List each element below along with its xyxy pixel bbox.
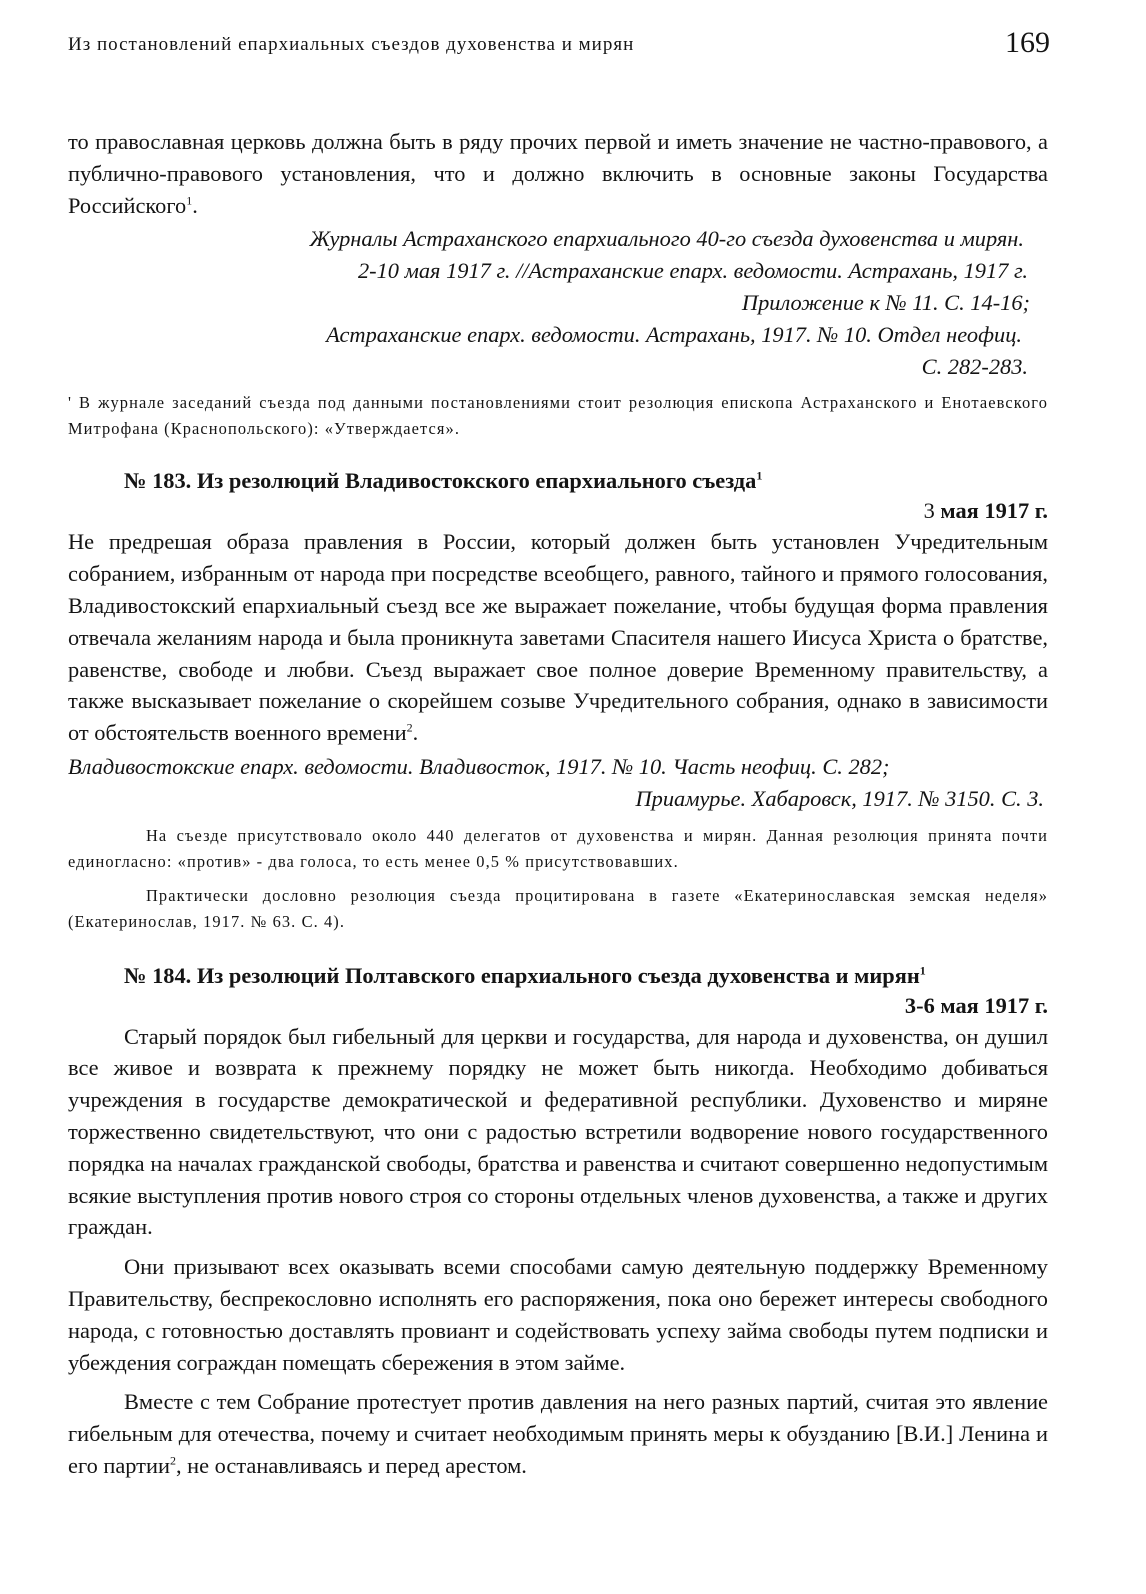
doc-184-date: 3-6 мая 1917 г. <box>904 992 1048 1018</box>
footnote-mark: 1 <box>186 193 193 208</box>
doc-183-title-text: № 183. Из резолюций Владивостокского епархиального съезда <box>124 468 757 494</box>
intro-paragraph <box>68 126 1048 221</box>
source-line: Приамурье. Хабаровск, 1917. № 3150. С. 3. <box>635 785 1044 811</box>
doc-184-title <box>68 961 1048 991</box>
doc-183-text <box>68 526 1048 749</box>
page-number: 169 <box>1005 26 1050 59</box>
source-line: Приложение к № 11. С. 14-16; <box>741 289 1030 315</box>
intro-footnote: ' В журнале заседаний съезда под данными постановлениями стоит резолюция епископа Астраханского и Енотаевского Митрофана (Краснопольского): «Утверждается». <box>68 393 1048 439</box>
doc-183-date-rest: мая 1917 г. <box>934 498 1048 524</box>
doc-184-title-text: № 184. Из резолюций Полтавского епархиального съезда духовенства и мирян <box>124 962 920 988</box>
source-line: Астраханские епарх. ведомости. Астрахань, 1917. № 10. Отдел неофиц. <box>326 321 1022 347</box>
doc-183-date-day: 3 <box>923 498 935 524</box>
doc-184-paragraph-3-text: Вместе с тем Собрание протестует против давления на него разных партий, считая это явление гибельным для отечества, почему и считает необходимым принять меры к обузданию [В.И.] Ленина и его партии <box>68 1389 1048 1478</box>
source-line: 2-10 мая 1917 г. //Астраханские епарх. ведомости. Астрахань, 1917 г. <box>357 258 1028 284</box>
footnote-mark: 2 <box>406 720 413 735</box>
doc-184-paragraph-1: Старый порядок был гибельный для церкви и государства, для народа и духовенства, он душил все живое и возврата к прежнему порядку не может быть никогда. Необходимо добиваться учреждения в государстве демократической и федеративной республики. Духовенство и миряне торжественно свидетельствуют, что они с радостью встретили водворение нового государственного порядка на началах гражданской свободы, братства и равенства и считают совершенно недопустимым всякие выступления против нового строя со стороны отдельных членов духовенства, а также и других граждан. <box>68 1023 1048 1240</box>
footnote-mark: 1 <box>919 963 926 978</box>
doc-183-source <box>68 751 1048 815</box>
doc-183-body: Не предрешая образа правления в России, который должен быть установлен Учредительным собранием, избранным от народа при посредстве всеобщего, равного, тайного и прямого голосования, Владивостокский епархиальный съезд все же выражает пожелание, чтобы будущая форма правления отвечала желаниям народа и была проникнута заветами Спасителя нашего Иисуса Христа о братстве, равенстве, свободе и любви. Съезд выражает свое полное доверие Временному правительству, а также высказывает пожелание о скорейшем созыве Учредительного собрания, однако в зависимости от обстоятельств военного времени <box>68 529 1048 746</box>
doc-184-paragraph-3-end: , не останавливаясь и перед арестом. <box>175 1452 527 1478</box>
doc-183-end: . <box>412 720 419 746</box>
intro-end: . <box>192 192 198 218</box>
doc-183-date <box>68 496 1048 526</box>
footnote-mark: 1 <box>756 468 763 483</box>
source-line: Владивостокские епарх. ведомости. Владивосток, 1917. № 10. Часть неофиц. С. 282; <box>68 753 890 779</box>
doc-183-title <box>68 466 1048 496</box>
page-content <box>68 126 1048 1482</box>
source-line: Журналы Астраханского епархиального 40-го съезда духовенства и мирян. <box>309 226 1024 252</box>
footnote-mark: 2 <box>169 1453 176 1468</box>
doc-184-paragraph-3 <box>68 1386 1048 1481</box>
doc-183-note-1: На съезде присутствовало около 440 делегатов от духовенства и мирян. Данная резолюция принята почти единогласно: «против» - два голоса, то есть менее 0,5 % присутствовавших. <box>68 825 1048 871</box>
intro-text: то православная церковь должна быть в ряду прочих первой и иметь значение не частно-правового, а публично-правового установления, что и должно включить в основные законы Государства Российского <box>68 129 1048 218</box>
doc-184-paragraph-2: Они призывают всех оказывать всеми способами самую деятельную поддержку Временному Правительству, беспрекословно исполнять его распоряжения, пока оно бережет интересы свободного народа, с готовностью доставлять провиант и содействовать успеху займа свободы путем подписки и убеждения сограждан помещать сбережения в этом займе. <box>68 1254 1048 1375</box>
intro-source <box>68 223 1048 382</box>
running-title: Из постановлений епархиальных съездов духовенства и мирян <box>68 34 635 55</box>
source-line: С. 282-283. <box>921 353 1028 379</box>
doc-183-note-2: Практически дословно резолюция съезда процитирована в газете «Екатеринославская земская неделя» (Екатеринослав, 1917. № 63. С. 4). <box>68 885 1048 931</box>
